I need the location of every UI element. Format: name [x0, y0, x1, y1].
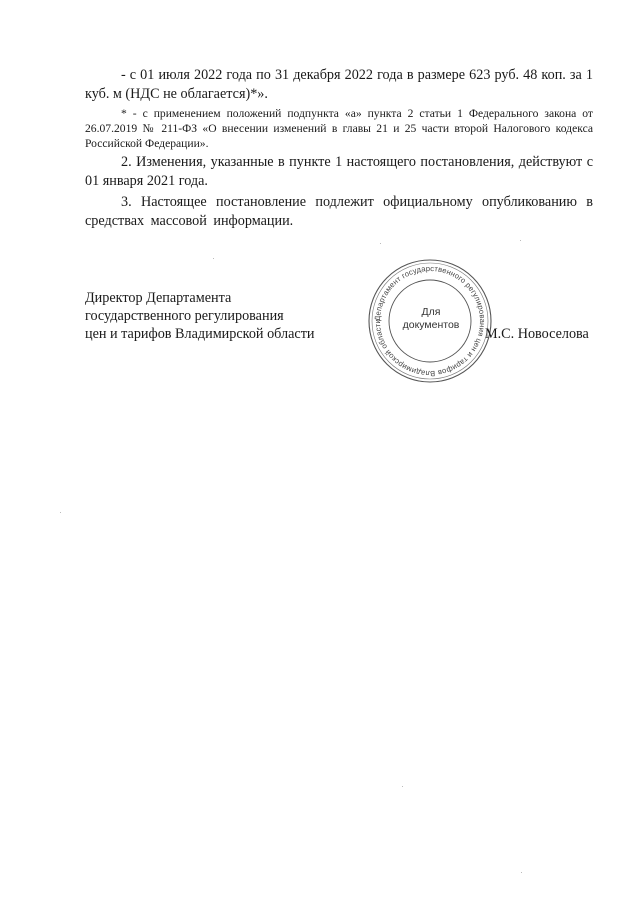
- signatory-title-line-3: цен и тарифов Владимирской области: [85, 326, 315, 342]
- signatory-title-line-1: Директор Департамента: [85, 290, 232, 306]
- stamp-center-line-2: документов: [402, 319, 460, 331]
- signatory-name: М.С. Новоселова: [485, 326, 589, 342]
- paragraph-publication: 3. Настоящее постановление подлежит официальному опубликованию в средствах массовой информации.: [85, 194, 593, 229]
- scan-speck: [521, 872, 522, 873]
- scan-speck: [380, 243, 381, 244]
- stamp-center-text: [391, 306, 471, 332]
- scan-speck: [520, 240, 521, 241]
- footnote: * - с применением положений подпункта «а» пункта 2 статьи 1 Федерального закона от 26.07.2019 № 211-ФЗ «О внесении изменений в главы 21 и 25 части второй Налогового кодекса Российской Федерации».: [85, 107, 593, 150]
- scan-speck: [402, 786, 403, 787]
- signatory-title: [85, 289, 315, 343]
- paragraph-effective-date: 2. Изменения, указанные в пункте 1 настоящего постановления, действуют с 01 января 2021 года.: [85, 154, 593, 189]
- stamp-ring-text: Департамент государственного регулирования цен и тарифов Владимирской области: [372, 263, 488, 379]
- signatory-title-line-2: государственного регулирования: [85, 308, 284, 324]
- stamp-center-line-1: Для: [421, 306, 441, 318]
- scan-speck: [213, 258, 214, 259]
- paragraph-tariff-period: - с 01 июля 2022 года по 31 декабря 2022 года в размере 623 руб. 48 коп. за 1 куб. м (НДС не облагается)*».: [85, 67, 593, 102]
- scan-speck: [60, 512, 61, 513]
